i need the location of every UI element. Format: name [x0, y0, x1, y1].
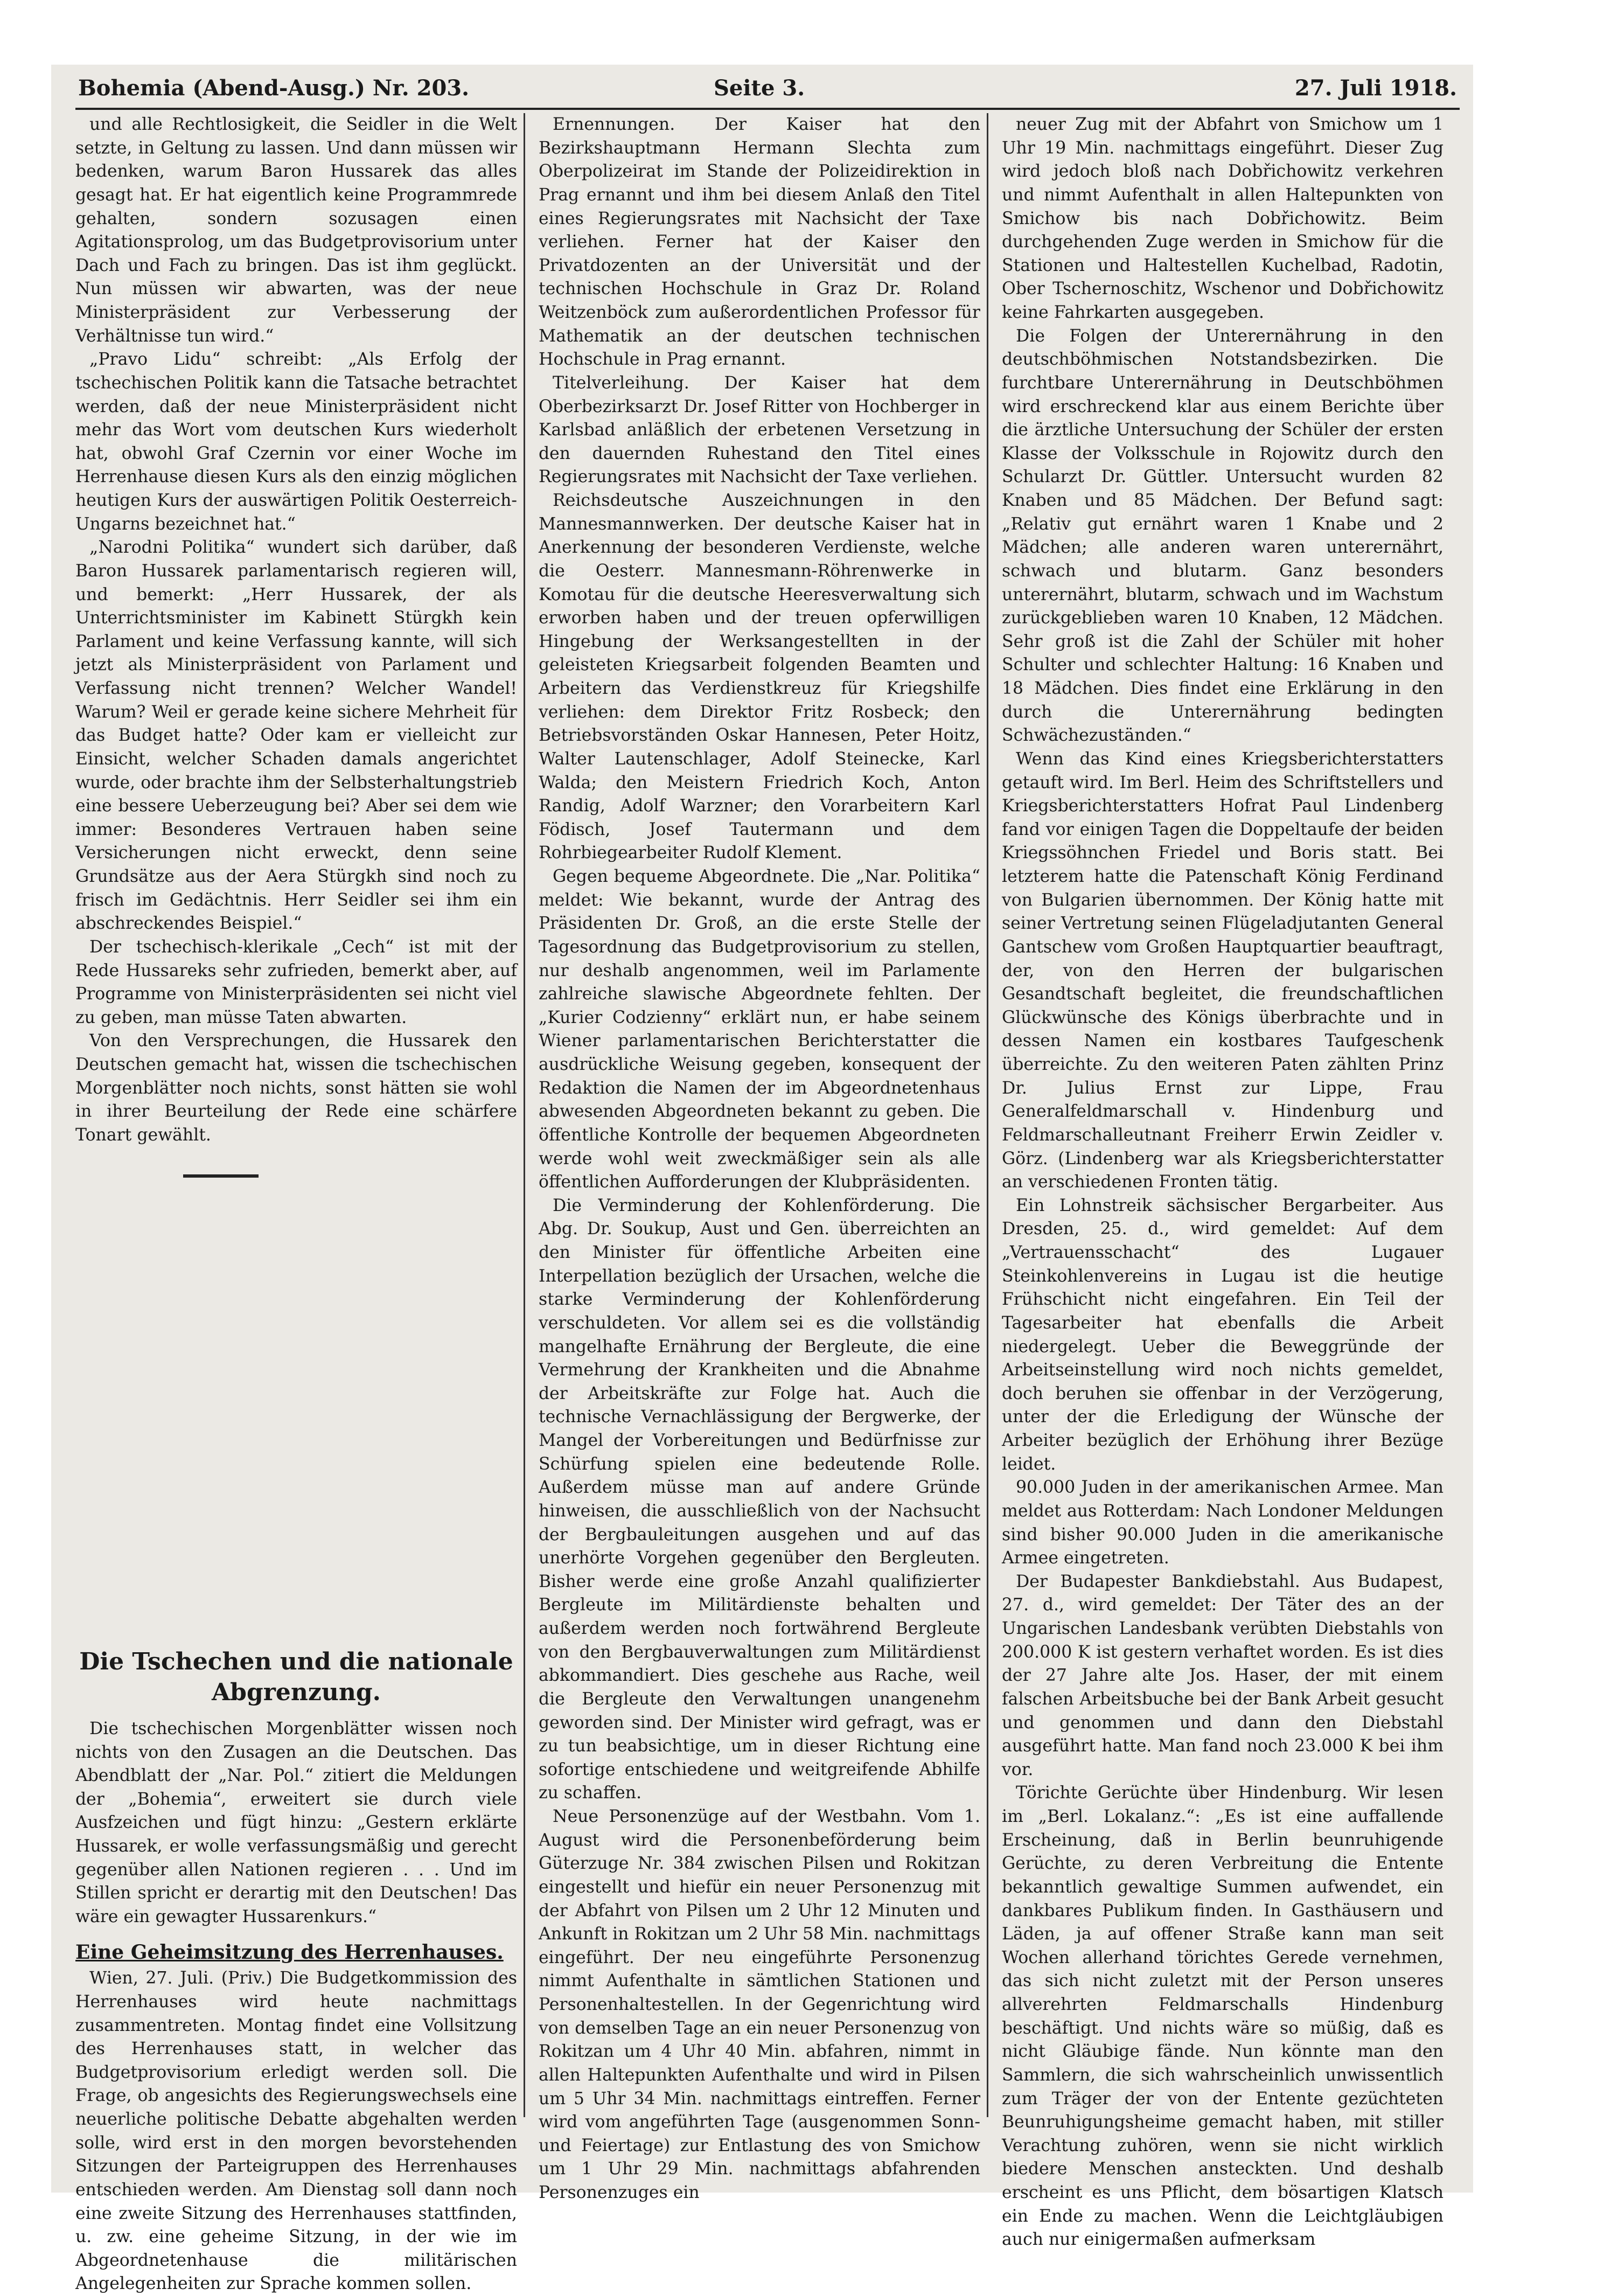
header-date: 27. Juli 1918.: [1294, 75, 1457, 101]
blank-space: [75, 1205, 517, 1646]
news-item: Neue Personenzüge auf der Westbahn. Vom 1. August wird die Personenbeförderung beim Güterzuge Nr. 384 zwischen Pilsen und Rokitzan eingestellt und hiefür ein neuer Personenzug mit der Abfahrt von Pilsen um 2 Uhr 12 Minuten und Ankunft in Rokitzan um 2 Uhr 58 Min. nachmittags eingeführt. Der neu eingeführte Personenzug nimmt Aufenthalte in sämtlichen Stationen und Personenhaltestellen. In der Gegenrichtung wird von demselben Tage an ein neuer Personenzug von Rokitzan um 4 Uhr 40 Min. abfahren, nimmt in allen Haltepunkten Aufenthalte und wird in Pilsen um 5 Uhr 34 Min. nachmittags eintreffen. Ferner wird vom angeführten Tage (ausgenommen Sonn- und Feiertage) zur Entlastung des von Smichow um 1 Uhr 29 Min. nachmittags abfahrenden Personenzuges ein: [539, 1807, 980, 2202]
news-item: Die Folgen der Unterernährung in den deutschböhmischen Notstandsbezirken. Die furchtbare Unterernährung in Deutschböhmen wird erschreckend klar aus einem Berichte über die ärztliche Untersuchung der Schüler der ersten Klasse der Volksschule in Rojowitz durch den Schularzt Dr. Güttler. Untersucht wurden 82 Knaben und 85 Mädchen. Der Befund sagt: „Relativ gut ernährt waren 1 Knabe und 2 Mädchen; alle anderen waren unterernährt, schwach und blutarm. Ganz besonders unterernährt, blutarm, schwach und im Wachstum zurückgeblieben waren 10 Knaben, 12 Mädchen. Sehr groß ist die Zahl der Schüler mit hoher Schulter und schlechter Haltung: 16 Knaben und 18 Mädchen. Dies findet eine Erklärung in den durch die Unterernährung bedingten Schwächezuständen.“: [1002, 326, 1443, 746]
news-item: 90.000 Juden in der amerikanischen Armee. Man meldet aus Rotterdam: Nach Londoner Meldungen sind bisher 90.000 Juden in die amerikanische Armee eingetreten.: [1002, 1478, 1443, 1568]
article-headline: Eine Geheimsitzung des Herrenhauses.: [75, 1940, 504, 1964]
header-rule: [75, 108, 1460, 110]
news-item: Wenn das Kind eines Kriegsberichterstatters getauft wird. Im Berl. Heim des Schriftstellers und Kriegsberichterstatters Hofrat Paul Lindenberg fand vor einigen Tagen die Doppeltaufe der beiden Kriegssöhnchen Friedel und Boris statt. Bei letzterem hatte die Patenschaft König Ferdinand von Bulgarien übernommen. Der König hatte mit seiner Vertretung seinen Flügeladjutanten General Gantschew vom Großen Hauptquartier beauftragt, der, von den Herren der bulgarischen Gesandtschaft begleitet, die freundschaftlichen Glückwünsche des Königs überbrachte und in dessen Namen ein kostbares Taufgeschenk überreichte. Zu den weiteren Paten zählten Prinz Dr. Julius Ernst zur Lippe, Frau Generalfeldmarschall v. Hindenburg und Feldmarschalleutnant Freiherr Erwin Zeidler v. Görz. (Lindenberg war als Kriegsberichterstatter an verschiedenen Fronten tätig.: [1002, 749, 1443, 1192]
news-item: Reichsdeutsche Auszeichnungen in den Mannesmannwerken. Der deutsche Kaiser hat in Anerkennung der besonderen Verdienste, welche die Oesterr. Mannesmann-Röhrenwerke in Komotau für die deutsche Heeresverwaltung sich erworben haben und der treuen opferwilligen Hingebung der Werksangestellten in der geleisteten Kriegsarbeit folgenden Beamten und Arbeitern das Verdienstkreuz für Kriegshilfe verliehen: dem Direktor Fritz Rosbeck; den Betriebsvorständen Oskar Hannesen, Peter Hoitz, Walter Lautenschlager, Adolf Steinecke, Karl Walda; den Meistern Friedrich Koch, Anton Randig, Adolf Warzner; den Vorarbeitern Karl Födisch, Josef Tautermann und dem Rohrbiegearbeiter Rudolf Klement.: [539, 491, 980, 863]
news-item: Gegen bequeme Abgeordnete. Die „Nar. Politika“ meldet: Wie bekannt, wurde der Antrag des Präsidenten Dr. Groß, an die erste Stelle der Tagesordnung das Budgetprovisorium zu stellen, nur deshalb angenommen, weil im Parlamente zahlreiche slawische Abgeordnete fehlten. Der „Kurier Codzienny“ erklärt nun, er habe seinem Wiener parlamentarischen Berichterstatter die ausdrückliche Weisung gegeben, konsequent der Redaktion die Namen der im Abgeordnetenhaus abwesenden Abgeordneten bekannt zu geben. Die öffentliche Kontrolle der bequemen Abgeordneten werde wohl weit zweckmäßiger sein als alle öffentlichen Aufforderungen der Klubpräsidenten.: [539, 867, 980, 1192]
column-2: [539, 113, 980, 2205]
news-item: neuer Zug mit der Abfahrt von Smichow um 1 Uhr 19 Min. nachmittags eingeführt. Dieser Zug wird jedoch bloß nach Dobřichowitz verkehren und nimmt Aufenthalt in allen Haltepunkten von Smichow bis nach Dobřichowitz. Beim durchgehenden Zuge werden in Smichow für die Stationen und Haltestellen Kuchelbad, Radotin, Ober Tschernoschitz, Wschenor und Dobřichowitz keine Fahrkarten ausgegeben.: [1002, 115, 1443, 322]
article-text: Wien, 27. Juli. (Priv.) Die Budgetkommission des Herrenhauses wird heute nachmittags zusammentreten. Montag findet eine Vollsitzung des Herrenhauses statt, in welcher das Budgetprovisorium erledigt werden soll. Die Frage, ob angesichts des Regierungswechsels eine neuerliche politische Debatte abgehalten werden solle, wird erst in den morgen bevorstehenden Sitzungen der Parteigruppen des Herrenhauses entschieden werden. Am Dienstag soll dann noch eine zweite Sitzung des Herrenhauses stattfinden, u. zw. eine geheime Sitzung, in der wie im Abgeordnetenhause die militärischen Angelegenheiten zur Sprache kommen sollen.: [75, 1968, 517, 2294]
article-text: „Narodni Politika“ wundert sich darüber, daß Baron Hussarek parlamentarisch regieren will, und bemerkt: „Herr Hussarek, der als Unterrichtsminister im Kabinett Stürgkh kein Parlament und keine Verfassung kannte, will sich jetzt als Ministerpräsident von Parlament und Verfassung nicht trennen? Welcher Wandel! Warum? Weil er gerade keine sichere Mehrheit für das Budget hatte? Oder kam er vielleicht zur Einsicht, welcher Schaden damals angerichtet wurde, oder brachte ihm der Selbsterhaltungstrieb eine bessere Ueberzeugung bei? Aber sei dem wie immer: Besonderes Vertrauen haben seine Versicherungen nicht erweckt, denn seine Grundsätze aus der Aera Stürgkh sind noch zu frisch im Gedächtnis. Herr Seidler sei ihm ein abschreckendes Beispiel.“: [75, 538, 517, 934]
column-rule-1: [524, 113, 525, 2117]
article-text: und alle Rechtlosigkeit, die Seidler in die Welt setzte, in Geltung zu lassen. Und dann müssen wir bedenken, warum Baron Hussarek das alles gesagt hat. Er hat eigentlich keine Programmrede gehalten, sondern sozusagen einen Agitationsprolog, um das Budgetprovisorium unter Dach und Fach zu bringen. Das ist ihm geglückt. Nun müssen wir abwarten, was der neue Ministerpräsident zur Verbesserung der Verhältnisse tun wird.“: [75, 115, 517, 346]
column-1: [75, 113, 517, 2296]
news-item: Ernennungen. Der Kaiser hat den Bezirkshauptmann Hermann Slechta zum Oberpolizeirat im Stande der Polizeidirektion in Prag ernannt und ihm bei diesem Anlaß den Titel eines Regierungsrates mit Nachsicht der Taxe verliehen. Ferner hat der Kaiser den Privatdozenten an der Universität und der technischen Hochschule in Graz Dr. Roland Weitzenböck zum außerordentlichen Professor für Mathematik an der deutschen technischen Hochschule in Prag ernannt.: [539, 115, 980, 370]
header-paper-name: Bohemia (Abend-Ausg.) Nr. 203.: [78, 75, 470, 101]
news-item: Der Budapester Bankdiebstahl. Aus Budapest, 27. d., wird gemeldet: Der Täter des an der Ungarischen Landesbank verübten Diebstahls von 200.000 K ist gestern verhaftet worden. Es ist dies der 27 Jahre alte Jos. Haser, der mit einem falschen Arbeitsbuche bei der Bank Arbeit gesucht und genommen und dann den Diebstahl ausgeführt hatte. Man fand noch 23.000 K bei ihm vor.: [1002, 1571, 1443, 1779]
column-rule-2: [987, 113, 988, 2117]
section-divider: [183, 1174, 259, 1178]
article-text: Der tschechisch-klerikale „Cech“ ist mit der Rede Hussareks sehr zufrieden, bemerkt aber, auf Programme von Ministerpräsidenten sei nicht viel zu geben, man müsse Taten abwarten.: [75, 937, 517, 1027]
article-text: „Pravo Lidu“ schreibt: „Als Erfolg der tschechischen Politik kann die Tatsache betrachtet werden, daß der neue Ministerpräsident nicht mehr das Wort vom deutschen Kurs wiederholt hat, obwohl Graf Czernin vor einer Woche im Herrenhause diesen Kurs als den einzig möglichen heutigen Kurs der auswärtigen Politik Oesterreich-Ungarns bezeichnet hat.“: [75, 350, 517, 534]
article-text: Die tschechischen Morgenblätter wissen noch nichts von den Zusagen an die Deutschen. Das Abendblatt der „Nar. Pol.“ zitiert die Meldungen der „Bohemia“, erweitert sie durch viele Ausfzeichen und fügt hinzu: „Gestern erklärte Hussarek, er wolle verfassungsmäßig und gerecht gegenüber allen Nationen regieren . . . Und im Stillen spricht er derartig mit den Deutschen! Das wäre ein gewagter Hussarenkurs.“: [75, 1718, 517, 1926]
news-item: Törichte Gerüchte über Hindenburg. Wir lesen im „Berl. Lokalanz.“: „Es ist eine auffallende Erscheinung, daß in Berlin beunruhigende Gerüchte, zu deren Verbreitung die Entente bekanntlich gewaltige Summen aufwendet, ein dankbares Publikum finden. In Gasthäusern und Läden, ja auf offener Straße kann man seit Wochen allerhand törichtes Gerede vernehmen, das sich nicht zuletzt mit der Person unseres allverehrten Feldmarschalls Hindenburg beschäftigt. Und nichts wäre so müßig, daß es nicht Gläubige fände. Nun könnte man den Sammlern, die sich wahrscheinlich unwissentlich zum Träger der von der Entente gezüchteten Beunruhigungsheime gemacht haben, mit stiller Verachtung zuhören, wenn sie nicht wirklich biedere Menschen ansteckten. Und deshalb erscheint es uns Pflicht, dem bösartigen Klatsch ein Ende zu machen. Wenn die Leichtgläubigen auch nur einigermaßen aufmerksam: [1002, 1783, 1443, 2250]
article-text: Von den Versprechungen, die Hussarek den Deutschen gemacht hat, wissen die tschechischen Morgenblätter noch nichts, sonst hätten sie wohl in ihrer Beurteilung der Rede eine schärfere Tonart gewählt.: [75, 1031, 517, 1145]
news-item: Ein Lohnstreik sächsischer Bergarbeiter. Aus Dresden, 25. d., wird gemeldet: Auf dem „Vertrauensschacht“ des Lugauer Steinkohlenvereins in Lugau ist die heutige Frühschicht nicht eingefahren. Ein Teil der Tagesarbeiter hat ebenfalls die Arbeit niedergelegt. Ueber die Beweggründe der Arbeitseinstellung wird noch nichts gemeldet, doch beruhen sie offenbar in der Verzögerung, unter der die Erledigung der Wünsche der Arbeiter bezüglich der Erhöhung ihrer Bezüge leidet.: [1002, 1195, 1443, 1474]
article-headline: Die Tschechen und die nationale Abgrenzung.: [79, 1647, 513, 1706]
news-item: Titelverleihung. Der Kaiser hat dem Oberbezirksarzt Dr. Josef Ritter von Hochberger in Karlsbad anläßlich der erbetenen Versetzung in den dauernden Ruhestand den Titel eines Regierungsrates mit Nachsicht der Taxe verliehen.: [539, 373, 980, 487]
header-page-number: Seite 3.: [714, 75, 805, 101]
column-3: [1002, 113, 1443, 2252]
news-item: Die Verminderung der Kohlenförderung. Die Abg. Dr. Soukup, Aust und Gen. überreichten an den Minister für öffentliche Arbeiten eine Interpellation bezüglich der Ursachen, welche die starke Verminderung der Kohlenförderung verschuldeten. Vor allem sei es die vollständig mangelhafte Ernährung der Bergleute, die eine Vermehrung der Krankheiten und die Abnahme der Arbeitskräfte zur Folge hat. Auch die technische Vernachlässigung der Bergwerke, der Mangel der Vorbereitungen und Bedürfnisse zur Schürfung spielen eine bedeutende Rolle. Außerdem müsse man auf andere Gründe hinweisen, die ausschließlich von der Nachsucht der Bergbauleitungen ausgehen und auf das unerhörte Vorgehen gegenüber den Bergleuten. Bisher werde eine große Anzahl qualifizierter Bergleute im Militärdienste behalten und außerdem werden noch fortwährend Bergleute von den Bergbauverwaltungen zum Militärdienst abkommandiert. Dies geschehe aus Rache, weil die Bergleute den Verwaltungen unangenehm geworden sind. Der Minister wird gefragt, was er zu tun beabsichtige, um in dieser Richtung eine sofortige entschiedene und weitgreifende Abhilfe zu schaffen.: [539, 1195, 980, 1803]
